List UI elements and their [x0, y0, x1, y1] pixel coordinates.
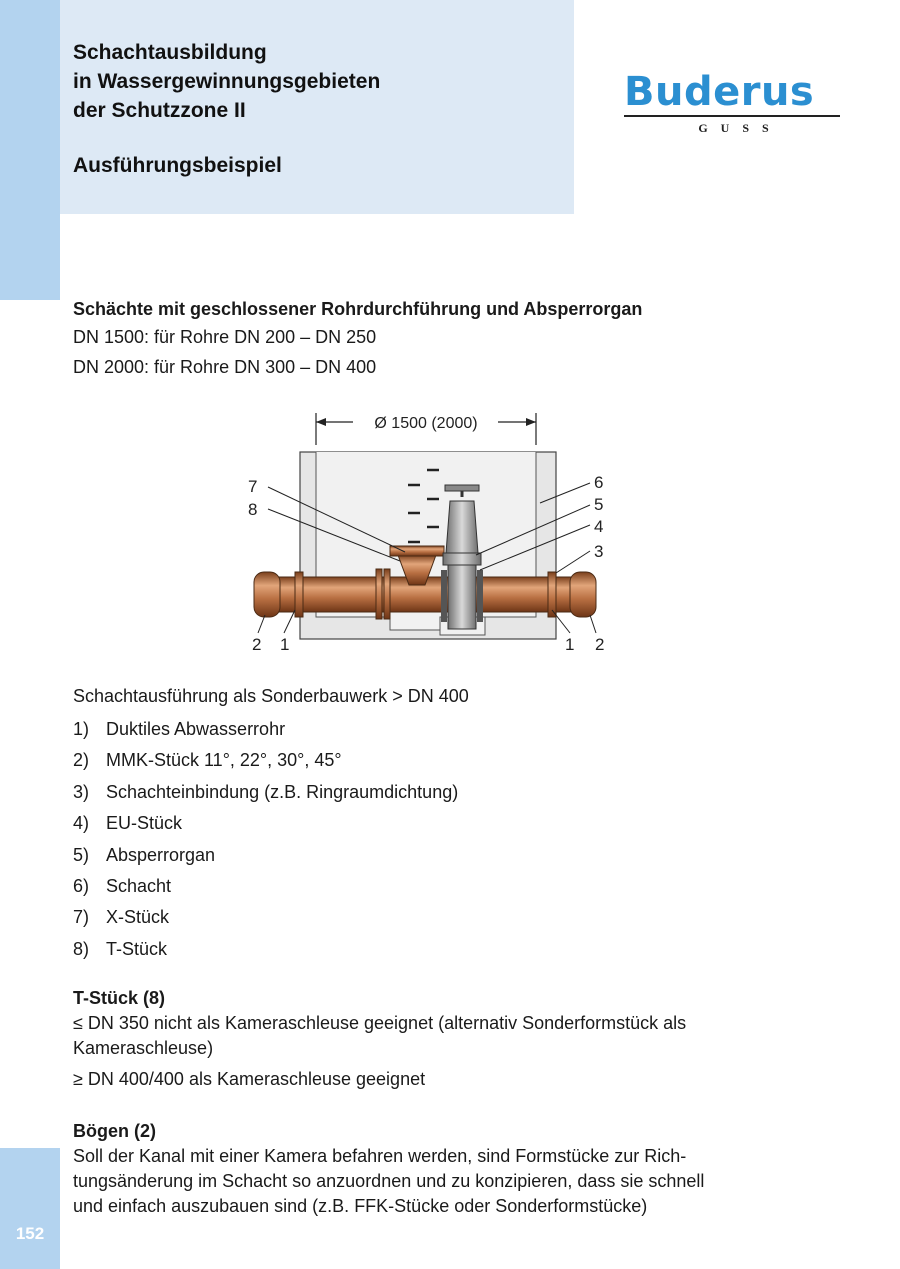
intro-block [73, 296, 833, 382]
legend-text: Schacht [106, 876, 172, 897]
callout-1-bottom-left: 1 [280, 635, 290, 654]
legend-num: 3) [73, 781, 90, 802]
dimension-label: Ø 1500 (2000) [374, 415, 478, 432]
callout-3-right: 3 [594, 542, 604, 561]
legend-lead: Schachtausführung als Sonderbauwerk > DN 400 [73, 686, 469, 706]
callout-7-left: 7 [248, 477, 258, 496]
callout-5-right: 5 [594, 495, 604, 514]
legend-item [73, 934, 833, 965]
callout-8-left: 8 [248, 500, 258, 519]
boegen-line-3: und einfach auszubauen sind (z.B. FFK-Stücke oder Sonderformstücke) [73, 1196, 648, 1216]
callout-6-right: 6 [594, 473, 604, 492]
legend-text: X-Stück [106, 907, 170, 928]
legend-text: EU-Stück [106, 813, 183, 834]
callout-1-bottom-right: 1 [565, 635, 575, 654]
legend-item [73, 745, 833, 776]
callout-2-bottom-right: 2 [595, 635, 605, 654]
legend-text: MMK-Stück 11°, 22°, 30°, 45° [106, 750, 342, 771]
boegen-line-1: Soll der Kanal mit einer Kamera befahren werden, sind Formstücke zur Rich- [73, 1146, 687, 1166]
boegen-section [73, 1119, 793, 1219]
callout-2-bottom-left: 2 [252, 635, 262, 654]
logo-rule [624, 115, 840, 117]
title-line-2: in Wassergewinnungsgebieten [73, 70, 381, 93]
legend-num: 4) [73, 813, 90, 834]
legend-num: 2) [73, 750, 90, 771]
intro-line-2: DN 2000: für Rohre DN 300 – DN 400 [73, 357, 377, 377]
tstueck-section [73, 986, 793, 1092]
page-subtitle: Ausführungsbeispiel [73, 154, 282, 177]
page-title [73, 38, 380, 125]
tstueck-paragraph-2: ≥ DN 400/400 als Kameraschleuse geeignet [73, 1069, 426, 1089]
logo-guss: GUSS [698, 121, 782, 135]
tstueck-heading: T-Stück (8) [73, 988, 166, 1008]
page-number: 152 [15, 1224, 45, 1243]
intro-line-1: DN 1500: für Rohre DN 200 – DN 250 [73, 327, 377, 347]
legend-num: 7) [73, 907, 90, 928]
boegen-line-2: tungsänderung im Schacht so anzuordnen und zu konzipieren, dass sie schnell [73, 1171, 705, 1191]
legend-num: 5) [73, 844, 90, 865]
title-line-1: Schachtausbildung [73, 41, 267, 64]
left-color-band [0, 0, 60, 300]
legend-item [73, 840, 833, 871]
callout-4-right: 4 [594, 517, 604, 536]
buderus-logo [624, 70, 842, 136]
legend-num: 8) [73, 938, 90, 959]
tstueck-paragraph-1: ≤ DN 350 nicht als Kameraschleuse geeignet (alternativ Sonderformstück als Kameraschleuse) [73, 1013, 687, 1058]
page-number-band [0, 1148, 60, 1269]
legend-text: Duktiles Abwasserrohr [106, 719, 286, 739]
legend-text: Schachteinbindung (z.B. Ringraumdichtung) [106, 781, 459, 802]
legend-item [73, 808, 833, 839]
shaft-diagram [240, 405, 620, 665]
title-line-3: der Schutzzone II [73, 99, 246, 122]
legend-item [73, 714, 833, 745]
legend-text: T-Stück [106, 938, 168, 959]
legend-text: Absperrorgan [106, 844, 216, 865]
legend-num: 6) [73, 876, 90, 897]
logo-wordmark: Buderus [624, 69, 815, 115]
legend-item [73, 871, 833, 902]
legend-block [73, 682, 833, 965]
boegen-heading: Bögen (2) [73, 1121, 156, 1141]
legend-num: 1) [73, 719, 90, 739]
legend-item [73, 777, 833, 808]
intro-heading: Schächte mit geschlossener Rohrdurchführung und Absperrorgan [73, 299, 643, 319]
legend-item [73, 902, 833, 933]
